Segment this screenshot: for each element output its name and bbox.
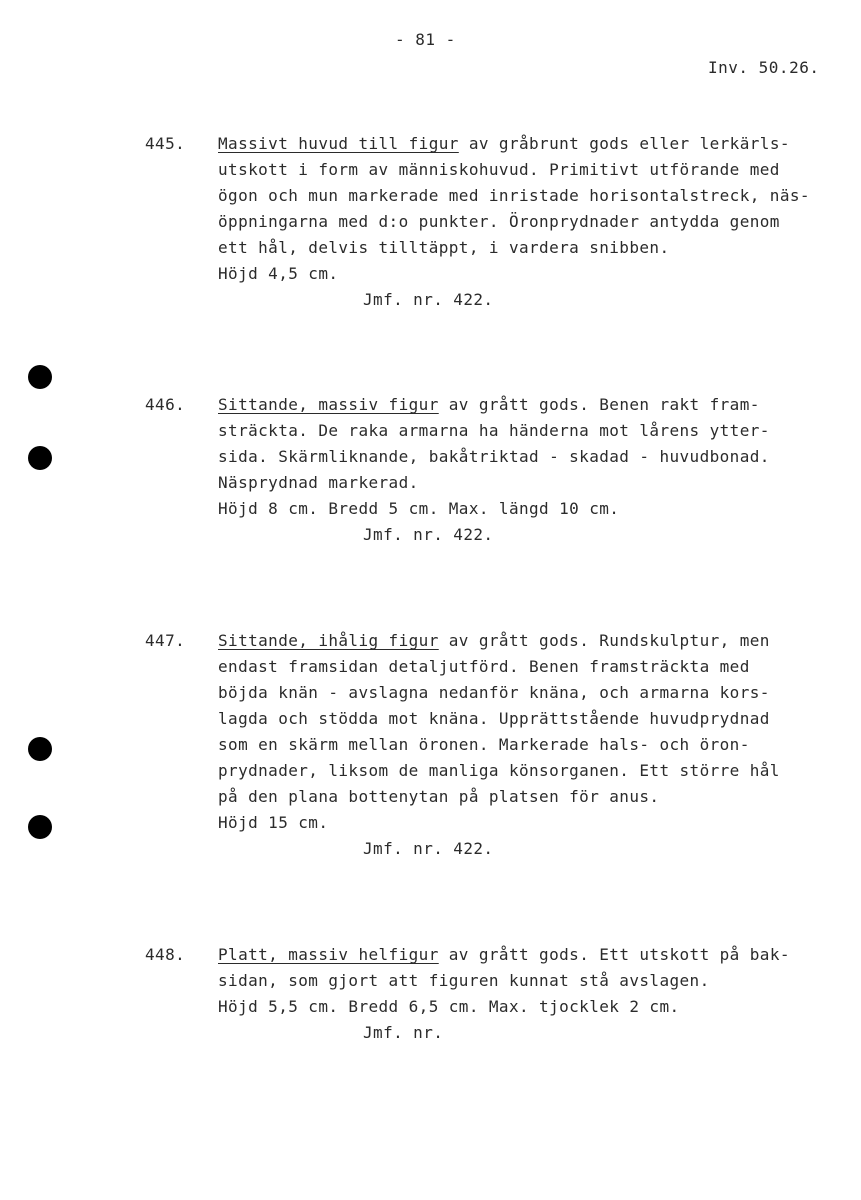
entry-text: Höjd 4,5 cm. (218, 264, 339, 283)
entry-text: Höjd 5,5 cm. Bredd 6,5 cm. Max. tjocklek 2 cm. (218, 997, 680, 1016)
punch-hole (28, 737, 52, 761)
entry-body (218, 942, 838, 1046)
entry-number: 447. (145, 631, 186, 650)
entry-text: som en skärm mellan öronen. Markerade hals- och öron- (218, 735, 750, 754)
entry-body (218, 131, 838, 313)
entry-number: 445. (145, 134, 186, 153)
entry-text: sida. Skärmliknande, bakåtriktad - skadad - huvudbonad. (218, 447, 770, 466)
entry-text: av grått gods. Benen rakt fram- (438, 395, 760, 414)
entry-reference: Jmf. nr. 422. (363, 839, 494, 858)
entry-text: lagda och stödda mot knäna. Upprättstående huvudprydnad (218, 709, 770, 728)
punch-hole (28, 815, 52, 839)
entry-title: Sittande, massiv figur (218, 395, 439, 414)
entry-text: prydnader, liksom de manliga könsorganen. Ett större hål (218, 761, 780, 780)
entry-text: utskott i form av människohuvud. Primitivt utförande med (218, 160, 780, 179)
entry-text: Höjd 8 cm. Bredd 5 cm. Max. längd 10 cm. (218, 499, 620, 518)
entry-reference: Jmf. nr. 422. (363, 525, 494, 544)
inventory-number: Inv. 50.26. (708, 58, 820, 77)
entry-text: sidan, som gjort att figuren kunnat stå avslagen. (218, 971, 710, 990)
page-number: - 81 - (395, 30, 456, 49)
punch-hole (28, 446, 52, 470)
entry-text: sträckta. De raka armarna ha händerna mot lårens ytter- (218, 421, 770, 440)
entry-text: böjda knän - avslagna nedanför knäna, och armarna kors- (218, 683, 770, 702)
entry-text: ögon och mun markerade med inristade horisontalstreck, näs- (218, 186, 810, 205)
entry-text: endast framsidan detaljutförd. Benen framsträckta med (218, 657, 750, 676)
entry-body (218, 628, 838, 862)
entry-text: Näsprydnad markerad. (218, 473, 419, 492)
entry-number: 446. (145, 395, 186, 414)
entry-text: av grått gods. Ett utskott på bak- (438, 945, 790, 964)
entry-reference: Jmf. nr. (363, 1023, 444, 1042)
entry-text: Höjd 15 cm. (218, 813, 329, 832)
entry-title: Sittande, ihålig figur (218, 631, 439, 650)
entry-text: av grått gods. Rundskulptur, men (438, 631, 770, 650)
entry-text: öppningarna med d:o punkter. Öronprydnader antydda genom (218, 212, 780, 231)
entry-text: av gråbrunt gods eller lerkärls- (458, 134, 790, 153)
entry-title: Platt, massiv helfigur (218, 945, 439, 964)
entry-text: ett hål, delvis tilltäppt, i vardera snibben. (218, 238, 670, 257)
punch-hole (28, 365, 52, 389)
entry-reference: Jmf. nr. 422. (363, 290, 494, 309)
entry-body (218, 392, 838, 548)
entry-text: på den plana bottenytan på platsen för anus. (218, 787, 660, 806)
entry-number: 448. (145, 945, 186, 964)
entry-title: Massivt huvud till figur (218, 134, 459, 153)
